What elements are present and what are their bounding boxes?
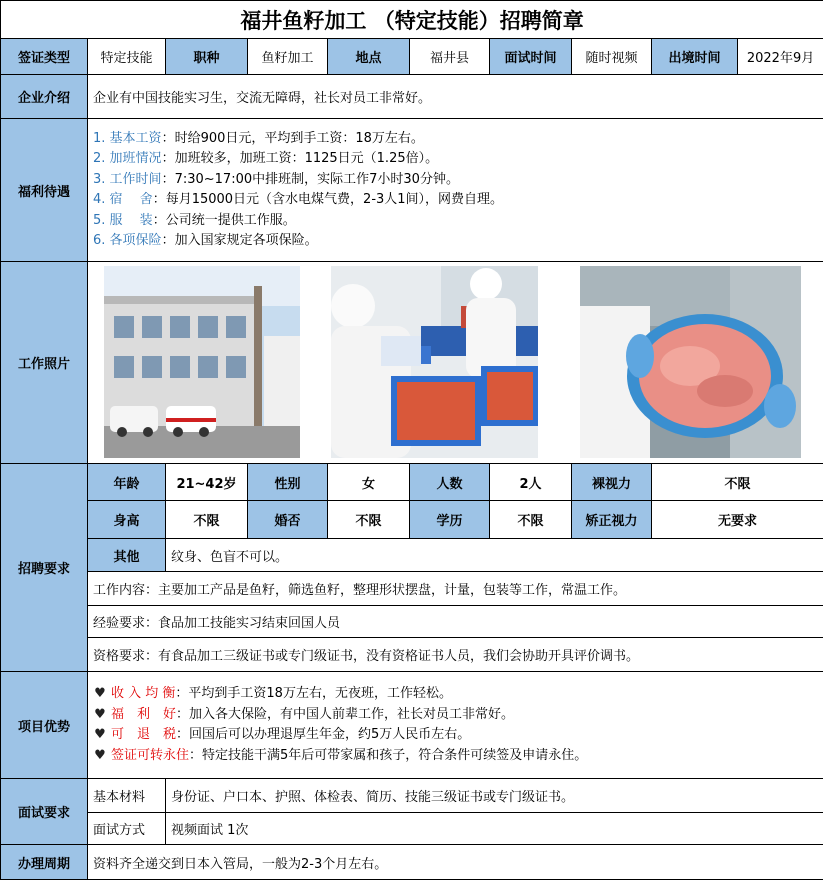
- advantage-text: ：加入各大保险，有中国人前辈工作，社长对员工非常好。: [176, 706, 515, 722]
- benefits-label: 福利待遇: [1, 119, 88, 262]
- education-value: 不限: [490, 501, 572, 539]
- headcount-label: 人数: [410, 464, 490, 501]
- benefit-text: 7:30~17:00中排班制，实际工作7小时30分钟。: [174, 171, 459, 187]
- page-title: 福井鱼籽加工 （特定技能）招聘简章: [1, 1, 823, 39]
- advantage-text: ：平均到手工资18万左右，无夜班，工作轻松。: [175, 686, 452, 701]
- requirements-label: 招聘要求: [1, 464, 88, 672]
- visa-type-label: 签证类型: [1, 39, 88, 75]
- marriage-label: 婚否: [248, 501, 328, 539]
- benefit-text: 时给900日元，平均到手工资：18万左右。: [174, 130, 424, 146]
- heart-icon: ♥: [94, 747, 106, 763]
- benefit-item: [93, 170, 818, 191]
- job-type-label: 职种: [166, 39, 248, 75]
- advantage-key: 签证可转永住: [111, 747, 190, 763]
- benefit-key: 工作时间: [109, 171, 162, 187]
- benefit-key: 宿 舍: [109, 192, 153, 207]
- benefit-number: 6.: [93, 233, 110, 248]
- interview-method-label: 面试方式: [88, 813, 166, 845]
- benefit-separator: ：: [161, 171, 175, 187]
- qualification-requirement: 资格要求：有食品加工三级证书或专门级证书，没有资格证书人员，我们会协助开具评价调书。: [88, 638, 823, 672]
- advantages-label: 项目优势: [1, 672, 88, 779]
- factory-building-photo: [104, 266, 300, 458]
- advantage-key: 收 入 均 衡: [111, 686, 176, 701]
- advantages-list: [88, 672, 823, 779]
- materials-value: 身份证、户口本、护照、体检表、简历、技能三级证书或专门级证书。: [166, 779, 823, 813]
- company-intro-text: 企业有中国技能实习生，交流无障碍，社长对员工非常好。: [88, 75, 823, 119]
- work-content: 工作内容：主要加工产品是鱼籽，筛选鱼籽，整理形状摆盘，计量，包装等工作，常温工作。: [88, 572, 823, 606]
- job-type-value: 鱼籽加工: [248, 39, 328, 75]
- photos-area: [88, 262, 823, 464]
- benefit-item: [93, 211, 818, 232]
- naked-vision-value: 不限: [652, 464, 823, 501]
- visa-type-value: 特定技能: [88, 39, 166, 75]
- benefit-number: 3.: [93, 171, 110, 187]
- departure-time-label: 出境时间: [652, 39, 738, 75]
- materials-label: 基本材料: [88, 779, 166, 813]
- processing-period-label: 办理周期: [1, 845, 88, 880]
- marriage-value: 不限: [328, 501, 410, 539]
- benefit-separator: ：: [161, 151, 175, 166]
- advantage-item: [93, 746, 818, 767]
- height-label: 身高: [88, 501, 166, 539]
- other-value: 纹身、色盲不可以。: [166, 539, 823, 572]
- benefits-list: [88, 119, 823, 262]
- benefit-separator: ：: [161, 130, 175, 146]
- other-label: 其他: [88, 539, 166, 572]
- advantage-text: ：回国后可以办理退厚生年金，约5万人民币左右。: [176, 727, 471, 742]
- benefit-separator: ：: [152, 192, 166, 207]
- interview-requirements-label: 面试要求: [1, 779, 88, 845]
- experience-requirement: 经验要求：食品加工技能实习结束回国人员: [88, 606, 823, 638]
- advantage-item: [93, 684, 818, 705]
- benefit-key: 基本工资: [109, 130, 162, 146]
- education-label: 学历: [410, 501, 490, 539]
- benefit-text: 公司统一提供工作服。: [165, 212, 296, 228]
- naked-vision-label: 裸视力: [572, 464, 652, 501]
- benefit-item: [93, 149, 818, 170]
- benefit-separator: ：: [161, 233, 175, 248]
- location-label: 地点: [328, 39, 410, 75]
- benefit-key: 服 装: [109, 212, 153, 228]
- heart-icon: ♥: [94, 727, 106, 742]
- roe-basket-photo: [580, 266, 801, 458]
- location-value: 福井县: [410, 39, 490, 75]
- workers-packing-photo: [331, 266, 538, 458]
- benefit-text: 加班较多，加班工资：1125日元（1.25倍）。: [174, 151, 439, 166]
- interview-time-label: 面试时间: [490, 39, 572, 75]
- interview-method-value: 视频面试 1次: [166, 813, 823, 845]
- age-label: 年龄: [88, 464, 166, 501]
- headcount-value: 2人: [490, 464, 572, 501]
- corrected-vision-label: 矫正视力: [572, 501, 652, 539]
- advantage-item: [93, 725, 818, 746]
- advantage-key: 福 利 好: [111, 706, 177, 722]
- benefit-number: 5.: [93, 212, 110, 228]
- departure-time-value: 2022年9月: [738, 39, 823, 75]
- benefit-key: 各项保险: [109, 233, 162, 248]
- benefit-text: 每月15000日元（含水电煤气费，2-3人1间），网费自理。: [165, 192, 504, 207]
- age-value: 21~42岁: [166, 464, 248, 501]
- company-intro-label: 企业介绍: [1, 75, 88, 119]
- interview-time-value: 随时视频: [572, 39, 652, 75]
- benefit-number: 1.: [93, 130, 110, 146]
- advantage-item: [93, 705, 818, 726]
- heart-icon: ♥: [94, 706, 106, 722]
- benefit-key: 加班情况: [109, 151, 162, 166]
- benefit-separator: ：: [152, 212, 166, 228]
- heart-icon: ♥: [94, 686, 106, 701]
- corrected-vision-value: 无要求: [652, 501, 823, 539]
- processing-period-text: 资料齐全递交到日本入管局，一般为2-3个月左右。: [88, 845, 823, 880]
- advantage-text: ：特定技能干满5年后可带家属和孩子，符合条件可续签及申请永住。: [189, 747, 588, 763]
- benefit-item: [93, 190, 818, 211]
- gender-value: 女: [328, 464, 410, 501]
- photos-label: 工作照片: [1, 262, 88, 464]
- advantage-key: 可 退 税: [111, 727, 177, 742]
- height-value: 不限: [166, 501, 248, 539]
- benefit-item: [93, 231, 818, 252]
- benefit-item: [93, 129, 818, 150]
- gender-label: 性别: [248, 464, 328, 501]
- benefit-number: 2.: [93, 151, 110, 166]
- benefit-number: 4.: [93, 192, 110, 207]
- benefit-text: 加入国家规定各项保险。: [174, 233, 318, 248]
